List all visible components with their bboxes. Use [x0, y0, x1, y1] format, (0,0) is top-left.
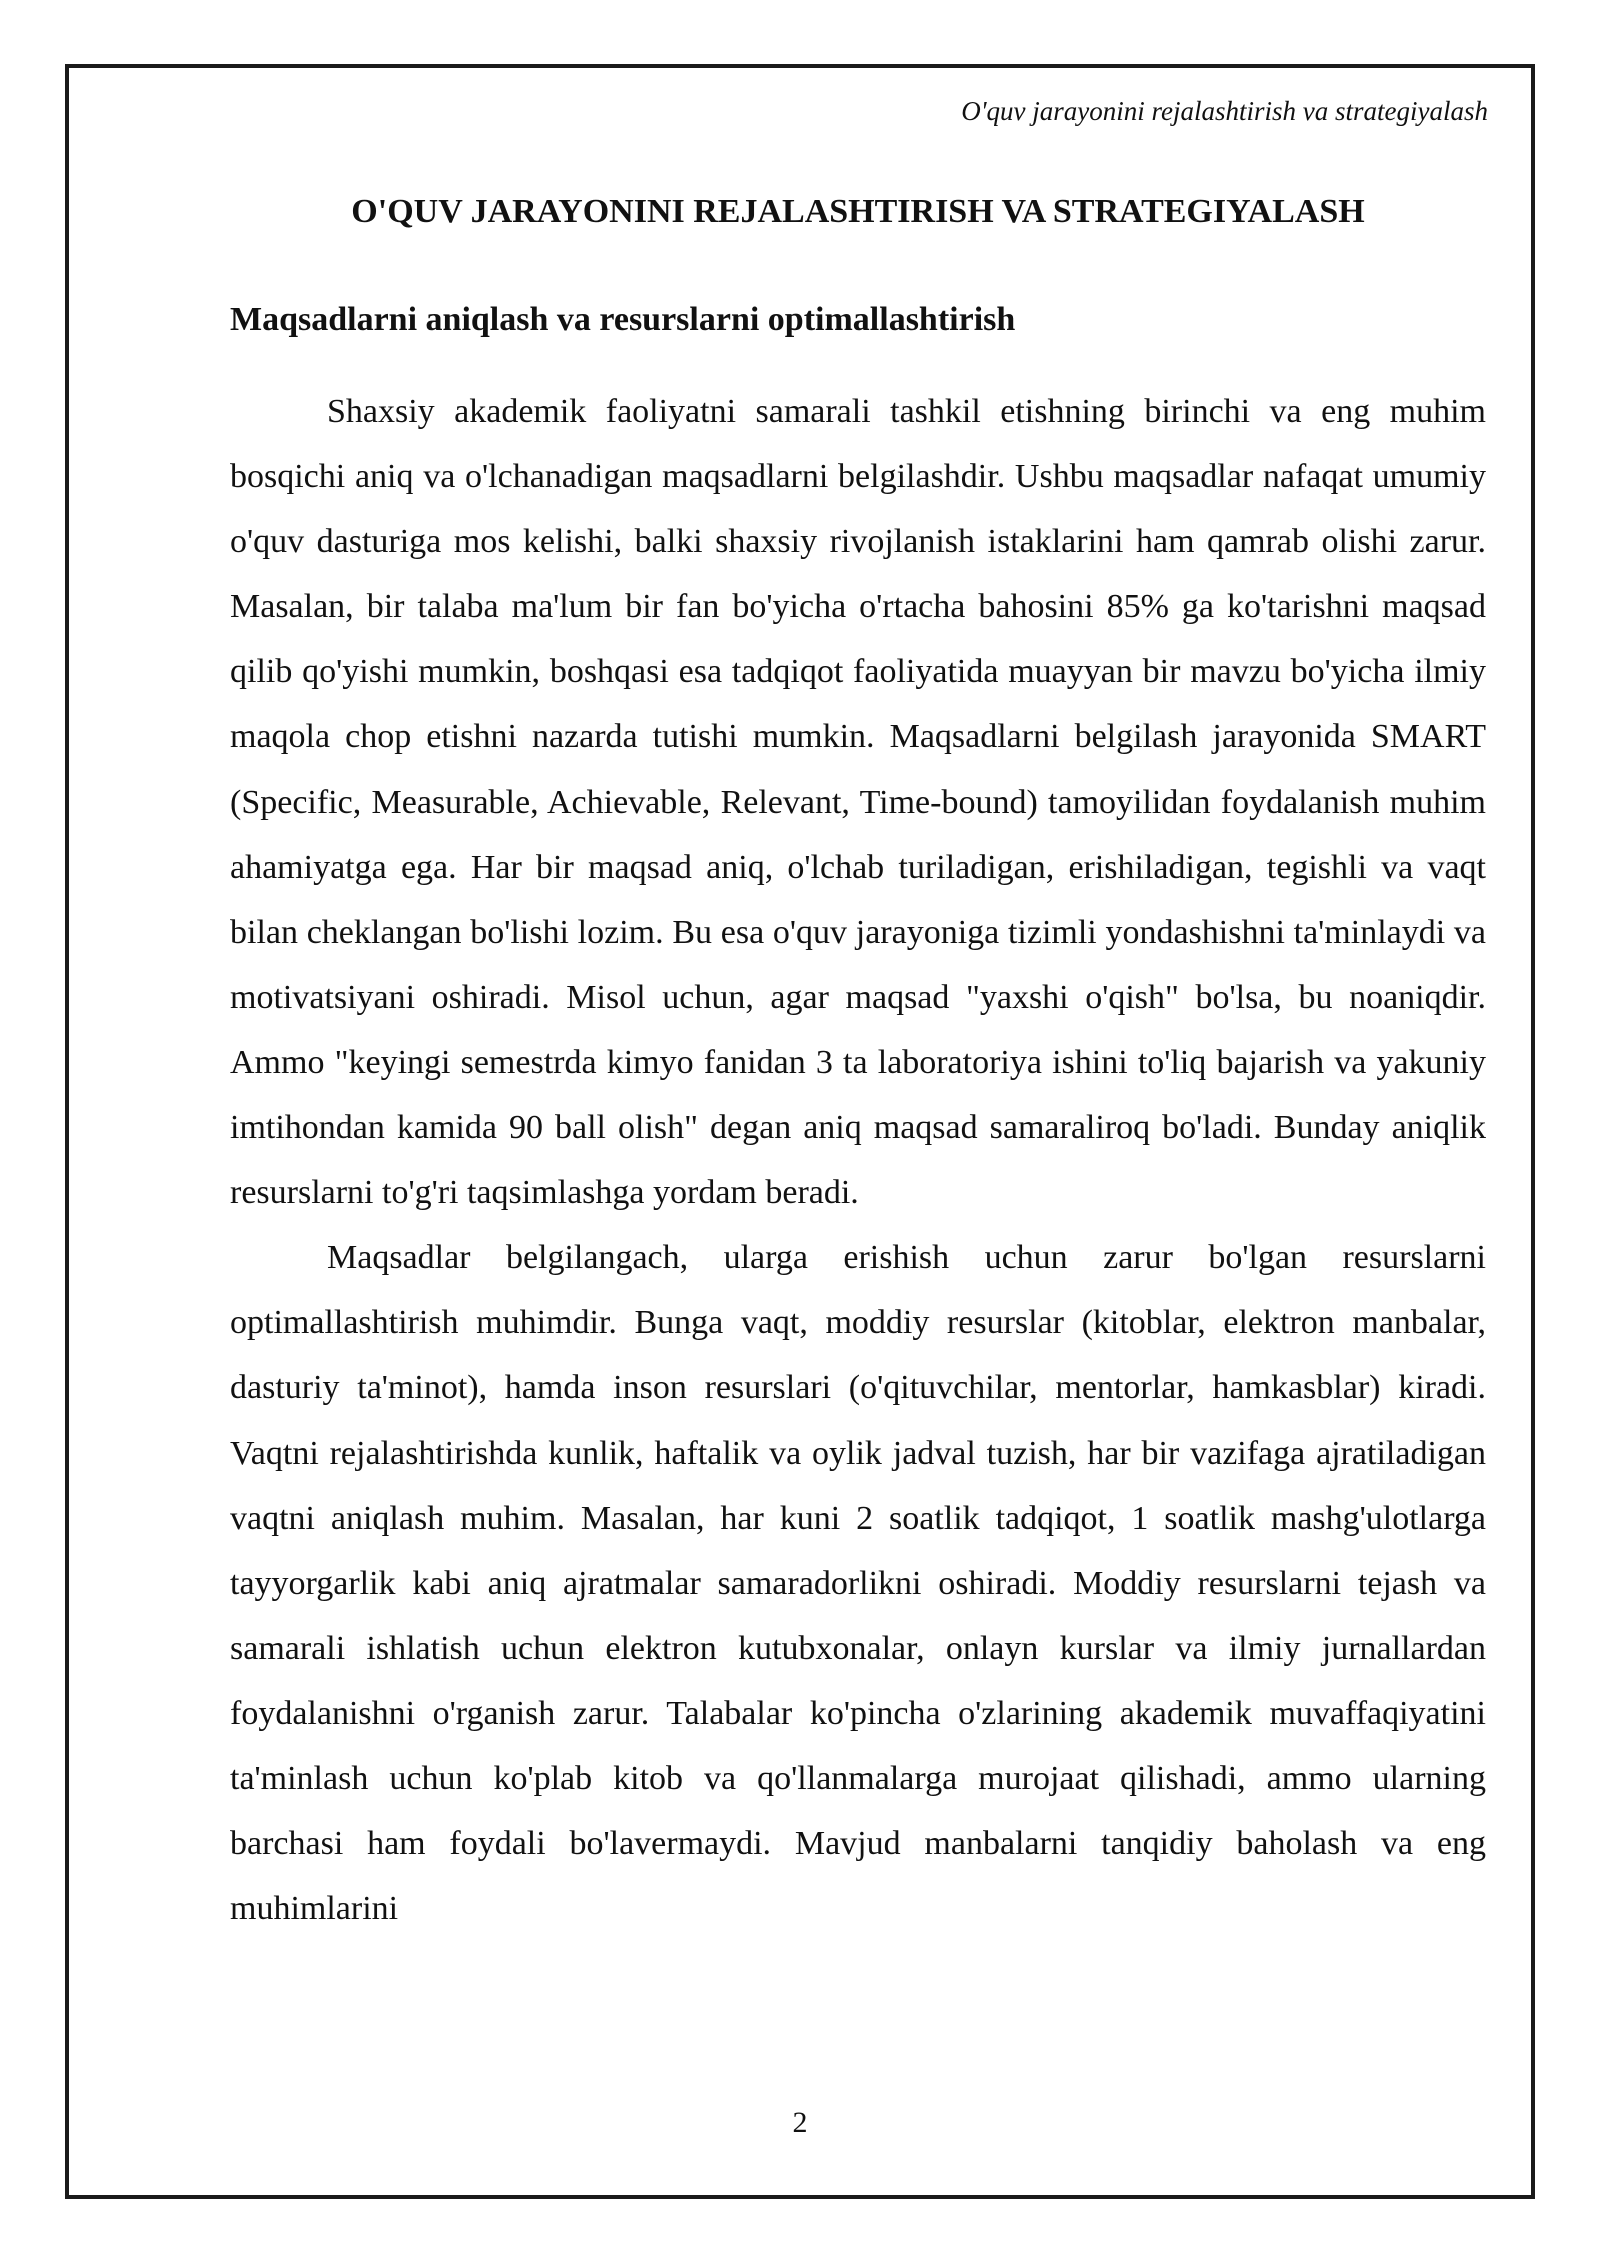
section-heading: Maqsadlarni aniqlash va resurslarni optimallashtirish: [230, 301, 1016, 338]
paragraph-1: Shaxsiy akademik faoliyatni samarali tashkil etishning birinchi va eng muhim bosqichi aniq va o'lchanadigan maqsadlarni belgilashdir. Ushbu maqsadlar nafaqat umumiy o'quv dasturiga mos kelishi, balki shaxsiy rivojlanish istaklarini ham qamrab olishi zarur. Masalan, bir talaba ma'lum bir fan bo'yicha o'rtacha bahosini 85% ga ko'tarishni maqsad qilib qo'yishi mumkin, boshqasi esa tadqiqot faoliyatida muayyan bir mavzu bo'yicha ilmiy maqola chop etishni nazarda tutishi mumkin. Maqsadlarni belgilash jarayonida SMART (Specific, Measurable, Achievable, Relevant, Time-bound) tamoyilidan foydalanish muhim ahamiyatga ega. Har bir maqsad aniq, o'lchab turiladigan, erishiladigan, tegishli va vaqt bilan cheklangan bo'lishi lozim. Bu esa o'quv jarayoniga tizimli yondashishni ta'minlaydi va motivatsiyani oshiradi. Misol uchun, agar maqsad "yaxshi o'qish" bo'lsa, bu noaniqdir. Ammo "keyingi semestrda kimyo fanidan 3 ta laboratoriya ishini to'liq bajarish va yakuniy imtihondan kamida 90 ball olish" degan aniq maqsad samaraliroq bo'ladi. Bunday aniqlik resurslarni to'g'ri taqsimlashga yordam beradi.: [230, 393, 1486, 1212]
paragraph-2: Maqsadlar belgilangach, ularga erishish uchun zarur bo'lgan resurslarni optimallashtirish muhimdir. Bunga vaqt, moddiy resurslar (kitoblar, elektron manbalar, dasturiy ta'minot), hamda inson resurslari (o'qituvchilar, mentorlar, hamkasblar) kiradi. Vaqtni rejalashtirishda kunlik, haftalik va oylik jadval tuzish, har bir vazifaga ajratiladigan vaqtni aniqlash muhim. Masalan, har kuni 2 soatlik tadqiqot, 1 soatlik mashg'ulotlarga tayyorgarlik kabi aniq ajratmalar samaradorlikni oshiradi. Moddiy resurslarni tejash va samarali ishlatish uchun elektron kutubxonalar, onlayn kurslar va ilmiy jurnallardan foydalanishni o'rganish zarur. Talabalar ko'pincha o'zlarining akademik muvaffaqiyatini ta'minlash uchun ko'plab kitob va qo'llanmalarga murojaat qilishadi, ammo ularning barchasi ham foydali bo'lavermaydi. Mavjud manbalarni tanqidiy baholash va eng muhimlarini: [230, 1239, 1486, 1928]
page-number: 2: [792, 2106, 808, 2139]
document-title: O'QUV JARAYONINI REJALASHTIRISH VA STRATEGIYALASH: [351, 193, 1365, 230]
running-header: O'quv jarayonini rejalashtirish va strategiyalash: [961, 96, 1488, 126]
body-text: [230, 379, 1486, 1941]
